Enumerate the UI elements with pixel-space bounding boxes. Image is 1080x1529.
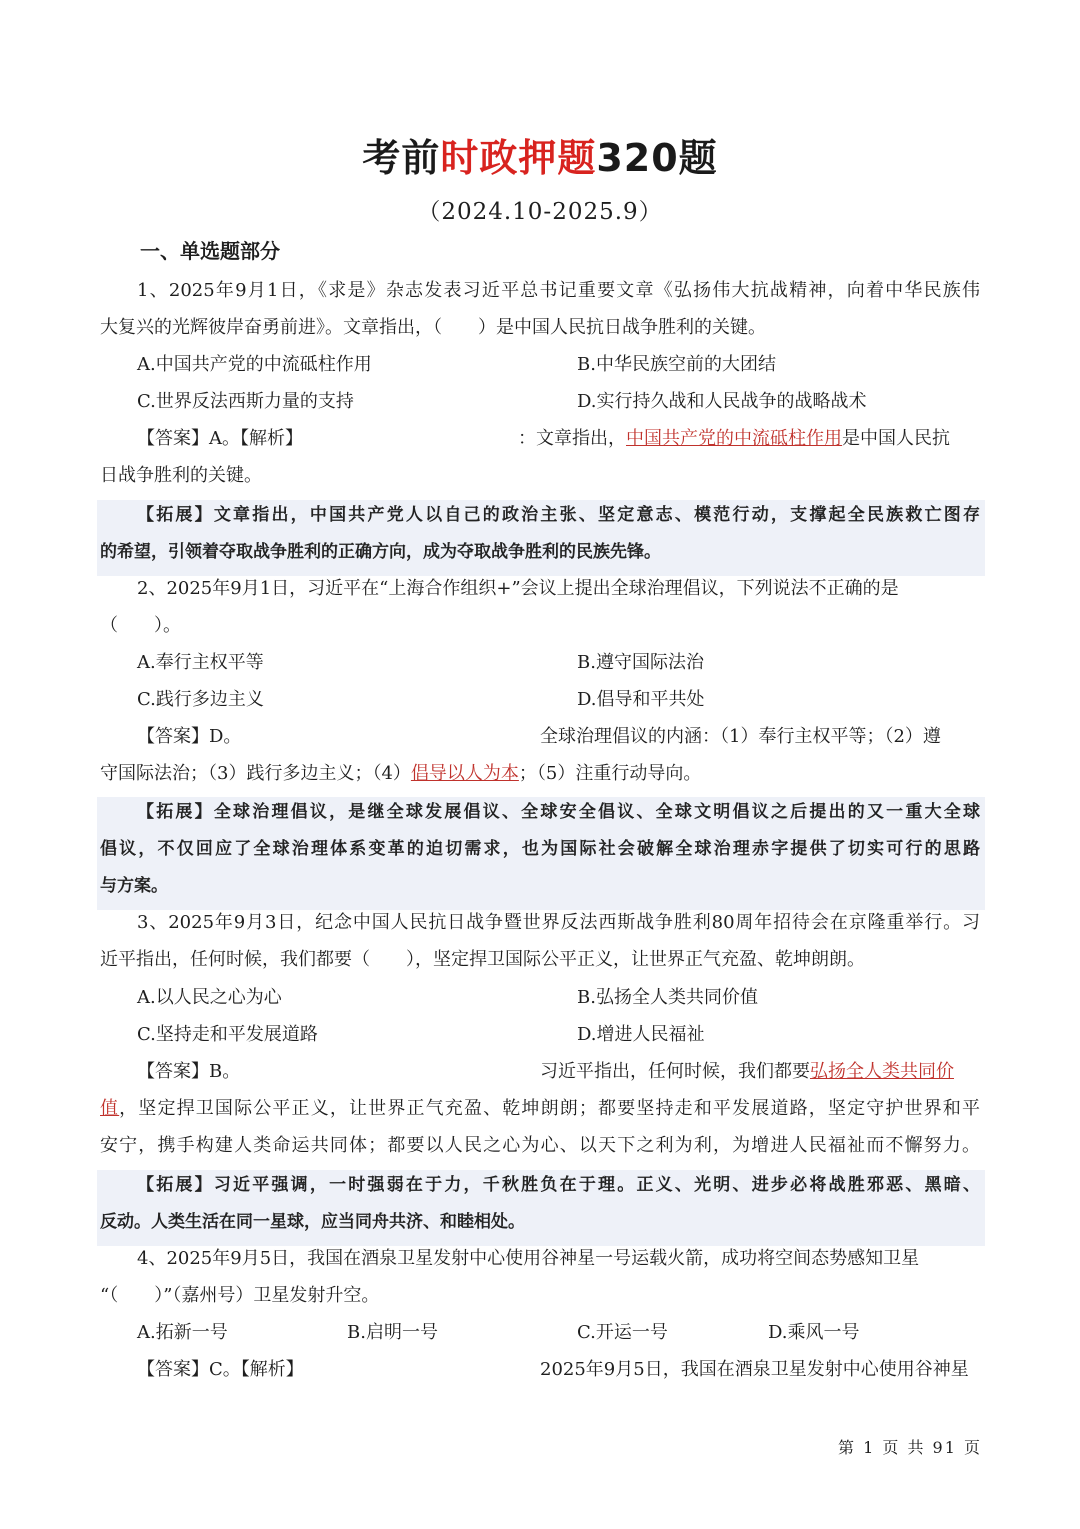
q3-stem-line1: 3、2025年9月3日，纪念中国人民抗日战争暨世界反法西斯战争胜利80周年招待会在京隆重举行。习 (137, 912, 980, 933)
q3-analysis-line3: 安宁，携手构建人类命运共同体；都要以人民之心为心、以天下之利为利，为增进人民福祉而不懈努力。 (100, 1135, 980, 1156)
q3-stem-line2: 近平指出，任何时候，我们都要（ ），坚定捍卫国际公平正义，让世界正气充盈、乾坤朗朗。 (100, 949, 865, 970)
q3-option-a: A.以人民之心为心 (137, 987, 282, 1008)
q4-analysis: 2025年9月5日，我国在酒泉卫星发射中心使用谷神星 (540, 1359, 969, 1380)
q2-extension-line2: 倡议，不仅回应了全球治理体系变革的迫切需求，也为国际社会破解全球治理赤字提供了切实可行的思路 (100, 839, 980, 859)
q4-stem-line2: “（ ）”（嘉州号）卫星发射升空。 (100, 1285, 380, 1306)
page-title: 考前时政押题320题 (362, 136, 718, 180)
q3-extension-line2: 反动。人类生活在同一星球，应当同舟共济、和睦相处。 (100, 1212, 525, 1232)
q2-extension-line1: 【拓展】全球治理倡议，是继全球发展倡议、全球安全倡议、全球文明倡议之后提出的又一重大全球 (137, 802, 980, 822)
q2-extension-line3: 与方案。 (100, 876, 168, 896)
q2-option-d: D.倡导和平共处 (577, 689, 705, 710)
date-range-subtitle: （2024.10-2025.9） (417, 199, 663, 225)
q1-stem-line1: 1、2025年9月1日，《求是》杂志发表习近平总书记重要文章《弘扬伟大抗战精神，向着中华民族伟 (137, 280, 980, 301)
q3-option-d: D.增进人民福祉 (577, 1024, 705, 1045)
q3-analysis-line2: 值，坚定捍卫国际公平正义，让世界正气充盈、乾坤朗朗；都要坚持走和平发展道路，坚定守护世界和平 (100, 1098, 980, 1119)
q3-answer-label: 【答案】B。 (137, 1061, 241, 1082)
q2-stem-line1: 2、2025年9月1日，习近平在“上海合作组织+”会议上提出全球治理倡议，下列说法不正确的是 (137, 578, 899, 599)
q3-extension-line1: 【拓展】习近平强调，一时强弱在于力，千秋胜负在于理。正义、光明、进步必将战胜邪恶、黑暗、 (137, 1175, 980, 1195)
q4-answer-label: 【答案】C。【解析】 (137, 1359, 304, 1380)
q3-option-c: C.坚持走和平发展道路 (137, 1024, 318, 1045)
page-number: 第 1 页 共 91 页 (838, 1438, 982, 1457)
q2-option-c: C.践行多边主义 (137, 689, 264, 710)
q4-option-c: C.开运一号 (577, 1322, 668, 1343)
q1-option-b: B.中华民族空前的大团结 (577, 354, 776, 375)
q2-analysis: 全球治理倡议的内涵：（1）奉行主权平等；（2）遵 (540, 726, 941, 747)
q1-option-c: C.世界反法西斯力量的支持 (137, 391, 354, 412)
q1-stem-line2: 大复兴的光辉彼岸奋勇前进》。文章指出，（ ）是中国人民抗日战争胜利的关键。 (100, 317, 766, 338)
q4-stem-line1: 4、2025年9月5日，我国在酒泉卫星发射中心使用谷神星一号运载火箭，成功将空间态势感知卫星 (137, 1248, 920, 1269)
q1-answer-label: 【答案】A。【解析】 (137, 428, 303, 449)
q2-analysis-line2: 守国际法治；（3）践行多边主义；（4）倡导以人为本；（5）注重行动导向。 (100, 763, 702, 784)
q3-option-b: B.弘扬全人类共同价值 (577, 987, 758, 1008)
q1-option-d: D.实行持久战和人民战争的战略战术 (577, 391, 867, 412)
q1-extension-line2: 的希望，引领着夺取战争胜利的正确方向，成为夺取战争胜利的民族先锋。 (100, 542, 661, 562)
q4-option-b: B.启明一号 (347, 1322, 438, 1343)
q1-option-a: A.中国共产党的中流砥柱作用 (137, 354, 372, 375)
q4-option-a: A.拓新一号 (137, 1322, 228, 1343)
q2-stem-line2: （ ）。 (100, 615, 181, 636)
section-heading: 一、单选题部分 (140, 239, 280, 263)
q4-option-d: D.乘风一号 (768, 1322, 860, 1343)
q3-analysis: 习近平指出，任何时候，我们都要弘扬全人类共同价 (540, 1061, 954, 1082)
q2-answer-label: 【答案】D。 (137, 726, 242, 747)
q1-extension-line1: 【拓展】文章指出，中国共产党人以自己的政治主张、坚定意志、模范行动，支撑起全民族救亡图存 (137, 505, 980, 525)
q1-analysis-line2: 日战争胜利的关键。 (100, 465, 262, 486)
q1-analysis: ：文章指出，中国共产党的中流砥柱作用是中国人民抗 (518, 428, 950, 449)
q2-option-a: A.奉行主权平等 (137, 652, 264, 673)
q2-option-b: B.遵守国际法治 (577, 652, 704, 673)
